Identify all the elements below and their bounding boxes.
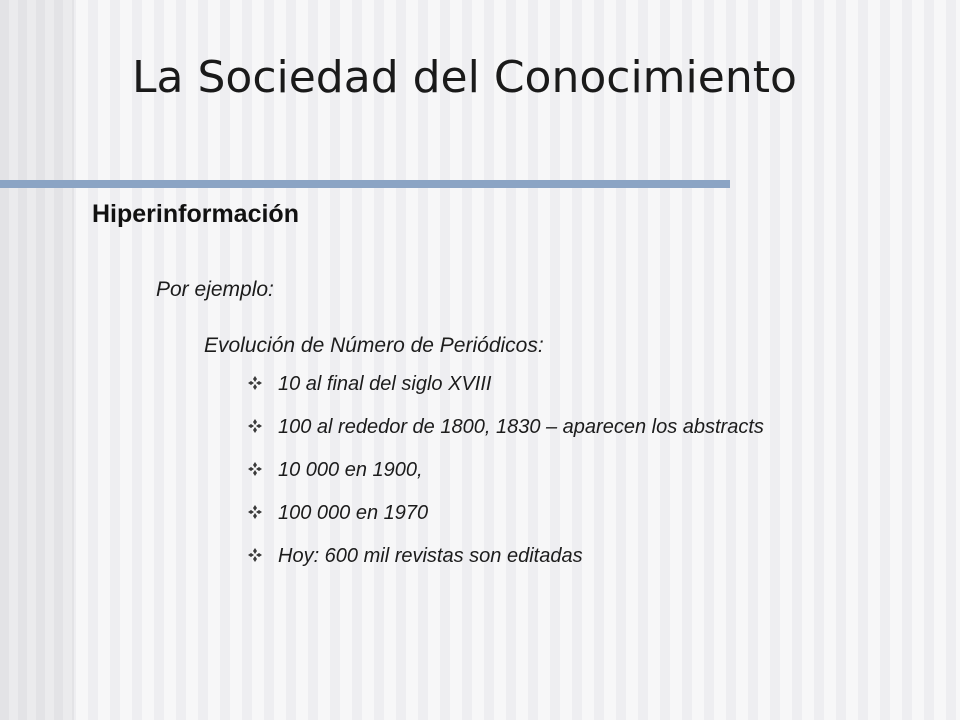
- left-decorative-band: [0, 0, 74, 720]
- diamond-bullet-icon: [248, 376, 262, 390]
- list-item-text: 100 000 en 1970: [278, 502, 429, 524]
- section-heading: Hiperinformación: [92, 200, 299, 228]
- list-item: [248, 456, 764, 499]
- diamond-bullet-icon: [248, 505, 262, 519]
- title-divider: [0, 180, 730, 188]
- list-item: [248, 542, 764, 585]
- bullet-list: [248, 370, 764, 585]
- diamond-bullet-icon: [248, 419, 262, 433]
- diamond-bullet-icon: [248, 548, 262, 562]
- list-item: [248, 499, 764, 542]
- list-item-text: 100 al rededor de 1800, 1830 – aparecen los abstracts: [278, 416, 764, 438]
- list-item-text: 10 al final del siglo XVIII: [278, 373, 492, 395]
- list-item-text: 10 000 en 1900,: [278, 459, 423, 481]
- diamond-bullet-icon: [248, 462, 262, 476]
- list-item-text: Hoy: 600 mil revistas son editadas: [278, 545, 583, 567]
- list-subtitle: Evolución de Número de Periódicos:: [204, 334, 544, 357]
- list-item: [248, 413, 764, 456]
- list-item: [248, 370, 764, 413]
- slide-title: La Sociedad del Conocimiento: [132, 52, 797, 103]
- intro-text: Por ejemplo:: [156, 278, 274, 301]
